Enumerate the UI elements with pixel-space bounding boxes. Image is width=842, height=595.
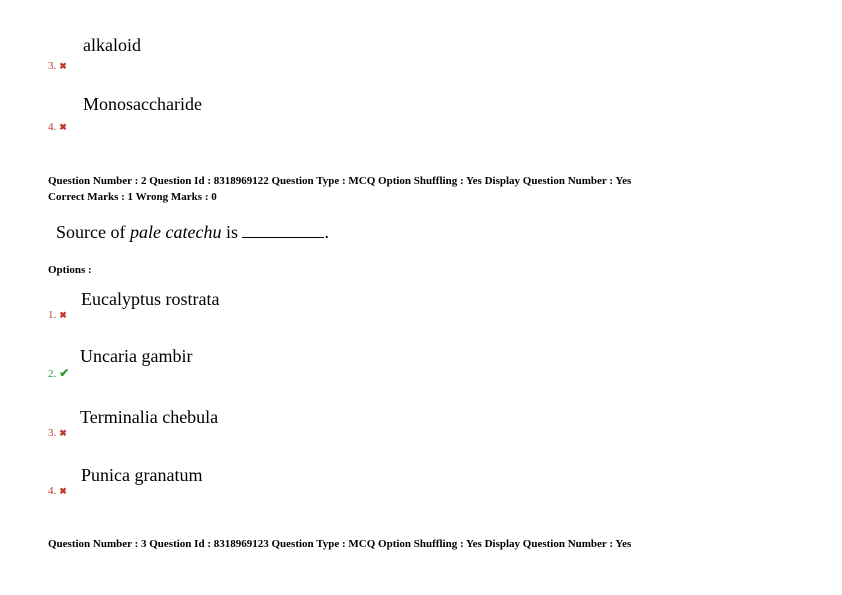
option-text: Eucalyptus rostrata [81,289,220,309]
options-label: Options : [48,264,92,276]
question-meta: Question Number : 3 Question Id : 8318969123 Question Type : MCQ Option Shuffling : Yes Display Question Number : Yes [48,538,632,550]
option-number: 2. ✔ [48,366,70,380]
option-text: Monosaccharide [83,94,202,114]
option-text: Uncaria gambir [80,346,193,366]
option-text: alkaloid [83,35,141,55]
cross-icon: ✖ [59,485,67,496]
cross-icon: ✖ [59,427,67,438]
cross-icon: ✖ [59,60,67,71]
cross-icon: ✖ [59,309,67,320]
answer-blank [242,221,324,238]
check-icon: ✔ [59,366,70,380]
option-number: 4. ✖ [48,485,67,497]
option-number: 4. ✖ [48,121,67,133]
option-text: Terminalia chebula [80,407,219,427]
option-number: 3. ✖ [48,60,67,72]
question-meta: Question Number : 2 Question Id : 8318969122 Question Type : MCQ Option Shuffling : Yes Display Question Number : Yes [48,175,632,187]
option-number: 3. ✖ [48,427,67,439]
option-text: Punica granatum [81,465,203,485]
option-number: 1. ✖ [48,309,67,321]
question-text: Source of pale catechu is . [56,222,329,242]
question-marks: Correct Marks : 1 Wrong Marks : 0 [48,191,217,203]
cross-icon: ✖ [59,121,67,132]
